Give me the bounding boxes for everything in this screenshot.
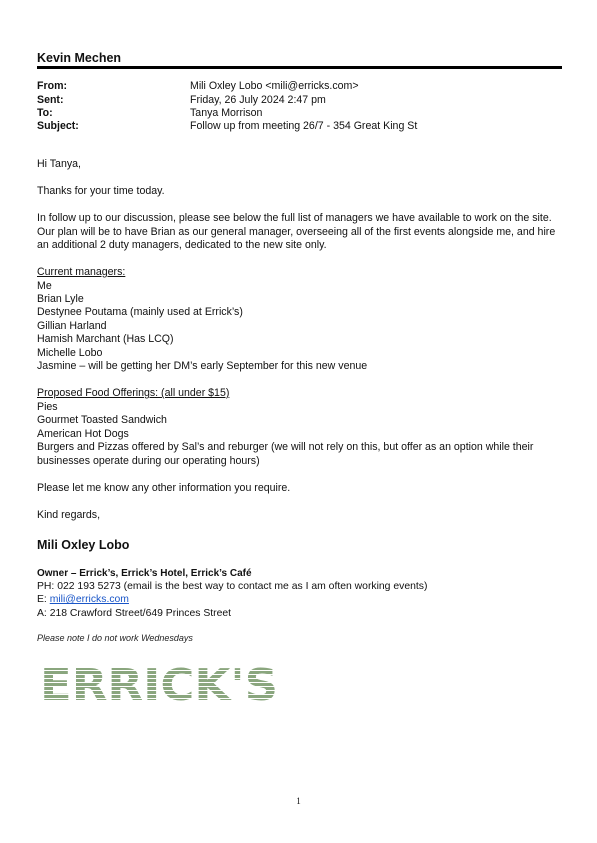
from-value: Mili Oxley Lobo <mili@erricks.com> xyxy=(190,80,359,92)
sent-value: Friday, 26 July 2024 2:47 pm xyxy=(190,94,326,106)
logo-wordmark: ERRICK'S xyxy=(40,663,278,705)
logo-graphic xyxy=(40,663,280,705)
sent-label: Sent: xyxy=(37,94,64,106)
email-prefix: E: xyxy=(37,594,50,605)
food-item: American Hot Dogs xyxy=(37,428,129,440)
thanks-line: Thanks for your time today. xyxy=(37,185,165,197)
manager-item: Brian Lyle xyxy=(37,293,84,305)
food-item: businesses operate during our operating hours) xyxy=(37,455,260,467)
from-label: From: xyxy=(37,80,68,92)
recipient-name-title: Kevin Mechen xyxy=(37,51,122,65)
subject-label: Subject: xyxy=(37,120,79,132)
email-link[interactable]: mili@erricks.com xyxy=(49,594,129,605)
erricks-logo xyxy=(40,663,280,710)
to-label: To: xyxy=(37,107,53,119)
greeting: Hi Tanya, xyxy=(37,158,81,170)
manager-item: Hamish Marchant (Has LCQ) xyxy=(37,333,174,345)
closing-request: Please let me know any other information you require. xyxy=(37,482,291,494)
manager-item: Gillian Harland xyxy=(37,320,107,332)
paragraph-line: an additional 2 duty managers, dedicated to the new site only. xyxy=(37,239,327,251)
food-item: Pies xyxy=(37,401,58,413)
signature-email-line xyxy=(37,593,129,607)
signature-note: Please note I do not work Wednesdays xyxy=(37,633,193,643)
signature-address: A: 218 Crawford Street/649 Princes Street xyxy=(37,608,232,619)
signature-name: Mili Oxley Lobo xyxy=(37,538,130,552)
food-item: Gourmet Toasted Sandwich xyxy=(37,414,167,426)
manager-item: Destynee Poutama (mainly used at Errick’s) xyxy=(37,306,243,318)
signature-phone: PH: 022 193 5273 (email is the best way to contact me as I am often working events) xyxy=(37,581,428,592)
header-divider xyxy=(37,66,562,69)
sign-off: Kind regards, xyxy=(37,509,101,521)
paragraph-line: Our plan will be to have Brian as our general manager, overseeing all of the first events alongside me, and hire xyxy=(37,226,556,238)
food-item: Burgers and Pizzas offered by Sal’s and reburger (we will not rely on this, but offer as an option while their xyxy=(37,441,534,453)
signature-role: Owner – Errick’s, Errick’s Hotel, Errick’s Café xyxy=(37,568,252,579)
managers-heading: Current managers: xyxy=(37,266,126,278)
paragraph-line: In follow up to our discussion, please see below the full list of managers we have available to work on the site. xyxy=(37,212,552,224)
manager-item: Me xyxy=(37,280,52,292)
subject-value: Follow up from meeting 26/7 - 354 Great King St xyxy=(190,120,418,132)
manager-item: Michelle Lobo xyxy=(37,347,103,359)
to-value: Tanya Morrison xyxy=(190,107,263,119)
food-heading: Proposed Food Offerings: (all under $15) xyxy=(37,387,230,399)
manager-item: Jasmine – will be getting her DM’s early September for this new venue xyxy=(37,360,368,372)
page-number: 1 xyxy=(296,796,301,806)
